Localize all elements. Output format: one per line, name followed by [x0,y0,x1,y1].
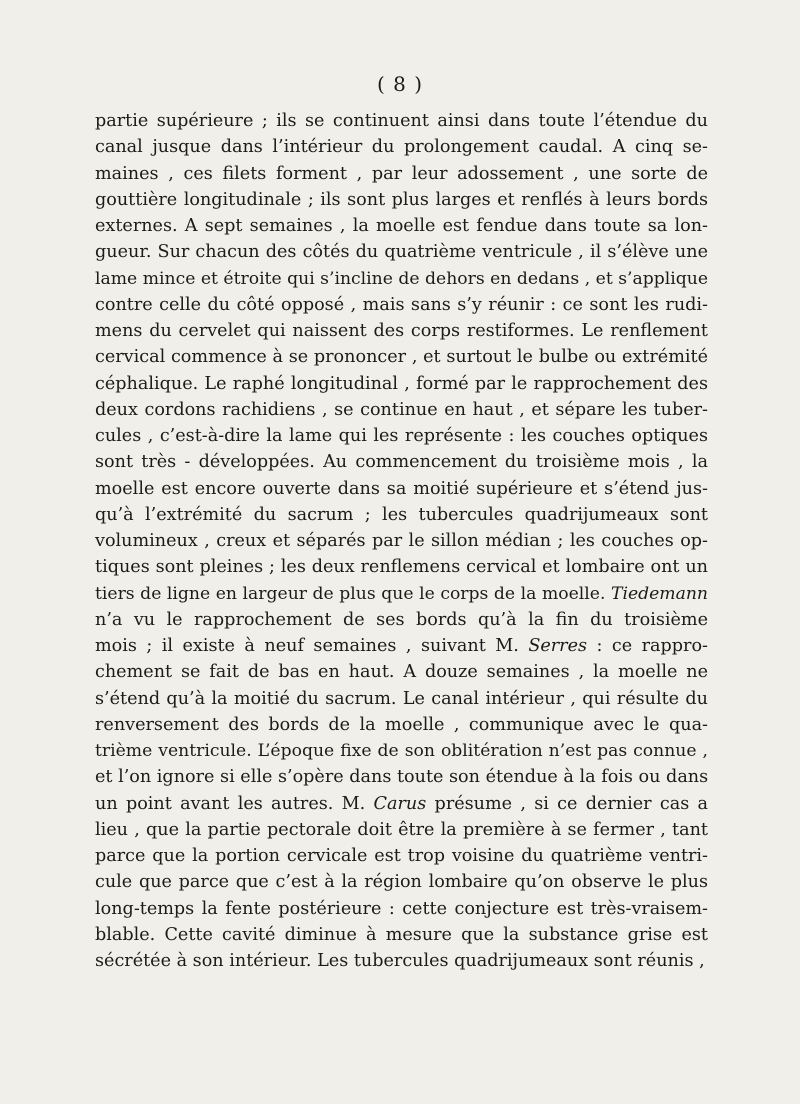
text-segment: s’étend qu’à la moitié du sacrum. Le canal intérieur , qui résulte du [95,688,708,709]
text-segment: moelle est encore ouverte dans sa moitié supérieure et s’étend jus- [95,478,708,499]
text-segment: long-temps la fente postérieure : cette conjecture est très-vraisem- [95,898,708,919]
text-segment: n’a vu le rapprochement de ses bords qu’à la fin du troisième [95,609,708,630]
text-segment: chement se fait de bas en haut. A douze semaines , la moelle ne [95,662,708,683]
italic-name: Carus [373,793,427,814]
text-segment: lieu , que la partie pectorale doit être la première à se fermer , tant [95,819,708,840]
text-line [95,161,708,187]
page-number: ( 8 ) [376,72,424,96]
text-segment: qu’à l’extrémité du sacrum ; les tubercules quadrijumeaux sont [95,504,708,525]
text-segment: : ce rappro- [587,636,708,656]
text-line [95,659,708,685]
text-line [95,922,708,948]
text-segment: mois ; il existe à neuf semaines , suivant M. [95,636,529,656]
text-segment: un point avant les autres. M. [95,793,374,814]
text-line [95,397,708,423]
text-line [95,371,708,397]
text-line [95,896,708,922]
text-line [95,581,708,607]
text-segment: deux cordons rachidiens , se continue en haut , et sépare les tuber- [95,399,708,420]
text-line [95,292,708,318]
text-line [95,738,708,764]
text-line [95,554,708,580]
text-line [95,869,708,895]
text-line [95,266,708,292]
text-line [95,528,708,554]
text-line [95,791,708,817]
text-segment: parce que la portion cervicale est trop voisine du quatrième ventri- [95,846,708,866]
text-line [95,633,708,659]
italic-name: Serres [528,636,588,656]
text-segment: tiers de ligne en largeur de plus que le corps de la moelle. [95,583,611,604]
text-line [95,318,708,344]
text-line [95,476,708,502]
text-segment: sont très - développées. Au commencement du troisième mois , la [95,452,708,473]
text-line [95,108,708,134]
text-segment: et l’on ignore si elle s’opère dans toute son étendue à la fois ou dans [95,767,709,788]
text-segment: cules , c’est-à-dire la lame qui les représente : les couches optiques [95,426,708,446]
text-segment: canal jusque dans l’intérieur du prolongement caudal. A cinq se- [95,137,708,158]
text-line [95,213,708,239]
body-text [95,108,708,974]
text-segment: cule que parce que c’est à la région lombaire qu’on observe le plus [95,872,708,893]
text-segment: céphalique. Le raphé longitudinal , formé par le rapprochement des [95,373,708,394]
text-line [95,134,708,160]
text-line [95,948,708,974]
text-segment: trième ventricule. L’époque fixe de son oblitération n’est pas connue , [95,741,708,761]
italic-name: Tiedemann [611,583,708,604]
text-line [95,712,708,738]
text-segment: maines , ces filets forment , par leur adossement , une sorte de [95,163,708,184]
text-line [95,764,708,790]
text-line [95,843,708,869]
text-segment: tiques sont pleines ; les deux renflemens cervical et lombaire ont un [95,557,708,578]
text-segment: partie supérieure ; ils se continuent ainsi dans toute l’étendue du [95,111,708,131]
text-segment: sécrétée à son intérieur. Les tubercules quadrijumeaux sont réunis , [95,951,705,971]
text-segment: volumineux , creux et séparés par le sillon médian ; les couches op- [95,531,708,551]
text-segment: gueur. Sur chacun des côtés du quatrième ventricule , il s’élève une [95,242,708,263]
text-segment: lame mince et étroite qui s’incline de dehors en dedans , et s’applique [95,268,708,289]
text-line [95,817,708,843]
text-segment: externes. A sept semaines , la moelle est fendue dans toute sa lon- [95,216,708,236]
text-segment: renversement des bords de la moelle , communique avec le qua- [95,714,708,735]
text-segment: présume , si ce dernier cas a [426,793,708,814]
text-segment: cervical commence à se prononcer , et surtout le bulbe ou extrémité [95,347,708,368]
text-segment: blable. Cette cavité diminue à mesure que la substance grise est [95,924,708,945]
text-line [95,187,708,213]
text-segment: mens du cervelet qui naissent des corps restiformes. Le renflement [95,321,708,341]
text-line [95,502,708,528]
text-line [95,449,708,475]
text-line [95,607,708,633]
text-line [95,423,708,449]
text-line [95,686,708,712]
text-segment: contre celle du côté opposé , mais sans s’y réunir : ce sont les rudi- [95,294,708,315]
text-segment: gouttière longitudinale ; ils sont plus larges et renflés à leurs bords [95,189,708,210]
text-line [95,344,708,370]
text-line [95,239,708,265]
